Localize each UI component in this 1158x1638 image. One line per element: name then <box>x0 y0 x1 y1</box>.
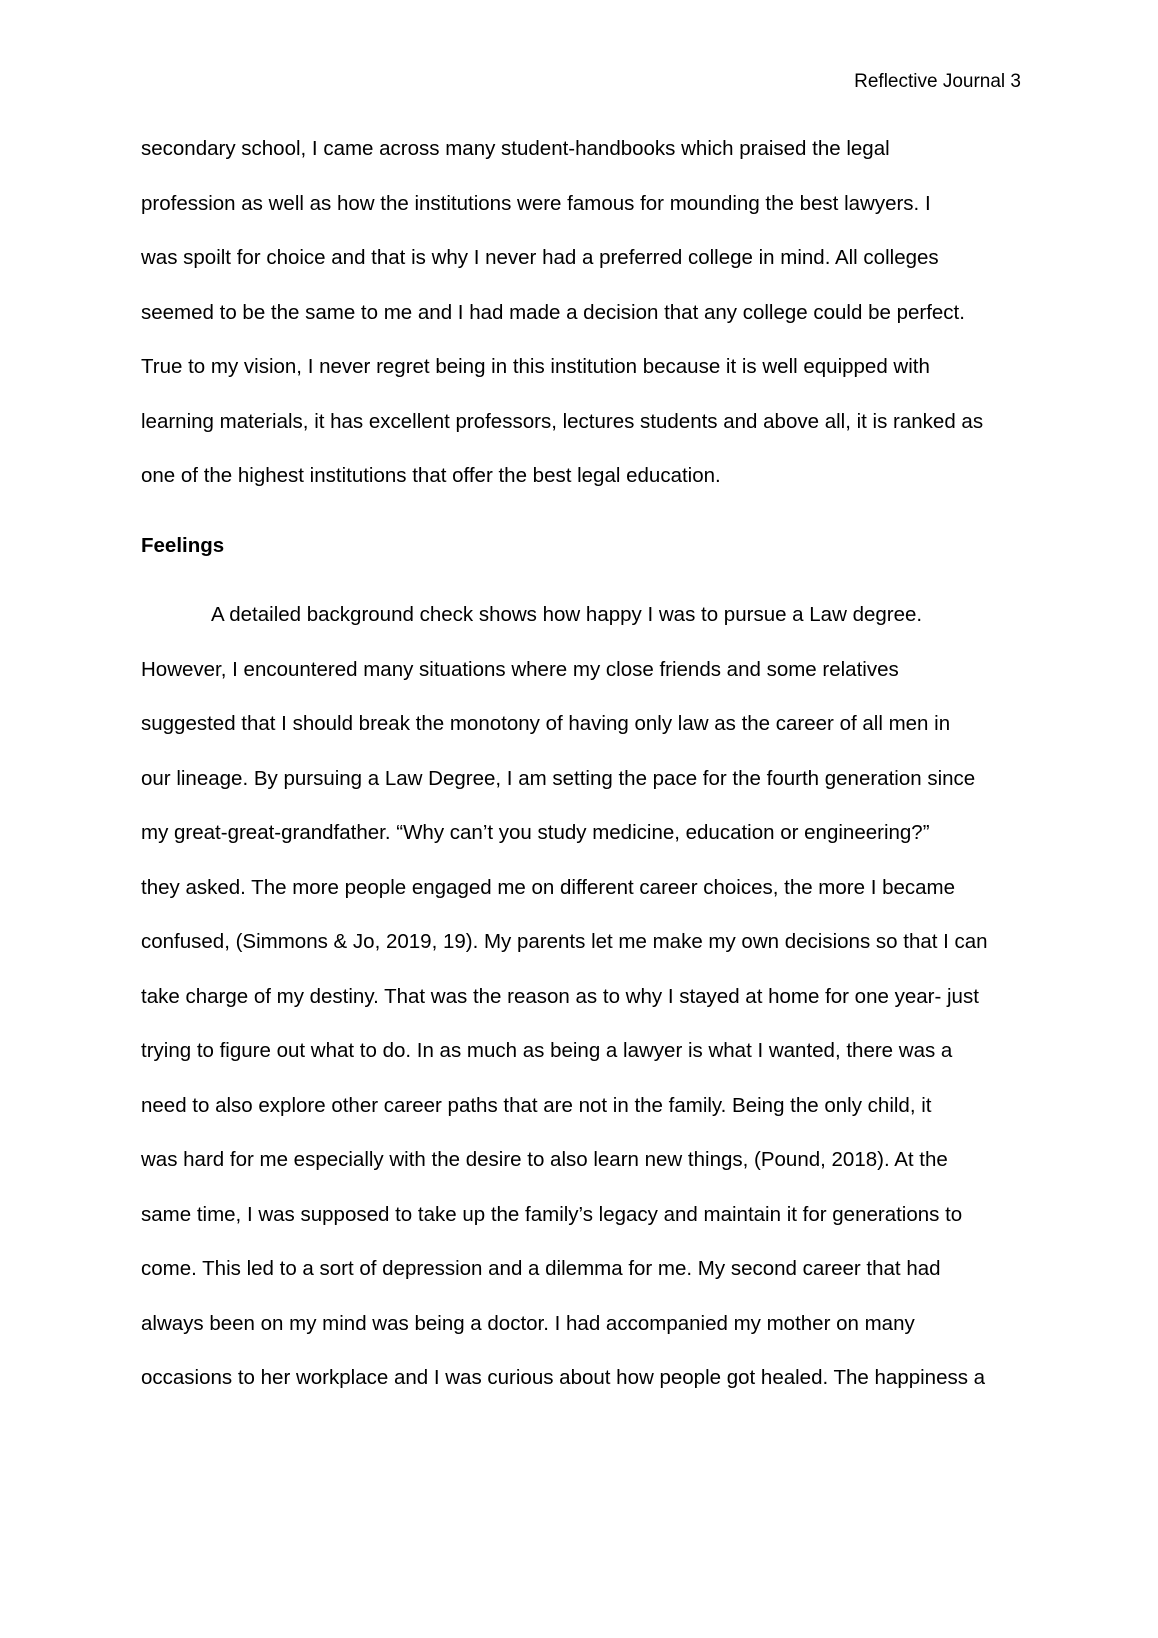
section-heading: Feelings <box>141 534 225 557</box>
body-text-line: was hard for me especially with the desire to also learn new things, (Pound, 2018). At the <box>141 1148 948 1171</box>
body-text-line: need to also explore other career paths that are not in the family. Being the only child, it <box>141 1094 932 1117</box>
body-text-line: confused, (Simmons & Jo, 2019, 19). My parents let me make my own decisions so that I can <box>141 930 988 953</box>
body-text-line: they asked. The more people engaged me on different career choices, the more I became <box>141 876 956 899</box>
body-text-line: take charge of my destiny. That was the reason as to why I stayed at home for one year- just <box>141 985 979 1008</box>
running-head: Reflective Journal 3 <box>854 71 1021 92</box>
body-text-line: profession as well as how the institutions were famous for mounding the best lawyers. I <box>141 192 931 215</box>
body-text-line: trying to figure out what to do. In as much as being a lawyer is what I wanted, there was a <box>141 1039 953 1062</box>
body-text-line: seemed to be the same to me and I had made a decision that any college could be perfect. <box>141 301 965 324</box>
body-text-line: always been on my mind was being a doctor. I had accompanied my mother on many <box>141 1312 915 1335</box>
body-text-line: come. This led to a sort of depression and a dilemma for me. My second career that had <box>141 1257 941 1280</box>
body-text-line: occasions to her workplace and I was curious about how people got healed. The happiness a <box>141 1366 986 1389</box>
body-text-line: one of the highest institutions that offer the best legal education. <box>141 464 721 487</box>
body-text-line: was spoilt for choice and that is why I never had a preferred college in mind. All colleges <box>141 246 939 269</box>
body-text-line: suggested that I should break the monotony of having only law as the career of all men in <box>141 712 951 735</box>
body-text-line: True to my vision, I never regret being in this institution because it is well equipped with <box>141 355 930 378</box>
body-text-line: our lineage. By pursuing a Law Degree, I am setting the pace for the fourth generation since <box>141 767 976 790</box>
body-text-line: secondary school, I came across many student-handbooks which praised the legal <box>141 137 890 160</box>
body-text-line: my great-great-grandfather. “Why can’t you study medicine, education or engineering?” <box>141 821 930 844</box>
body-text-line: However, I encountered many situations where my close friends and some relatives <box>141 658 899 681</box>
body-text-line: A detailed background check shows how happy I was to pursue a Law degree. <box>211 603 923 626</box>
body-text-line: learning materials, it has excellent professors, lectures students and above all, it is ranked as <box>141 410 984 433</box>
body-text-line: same time, I was supposed to take up the family’s legacy and maintain it for generations to <box>141 1203 963 1226</box>
